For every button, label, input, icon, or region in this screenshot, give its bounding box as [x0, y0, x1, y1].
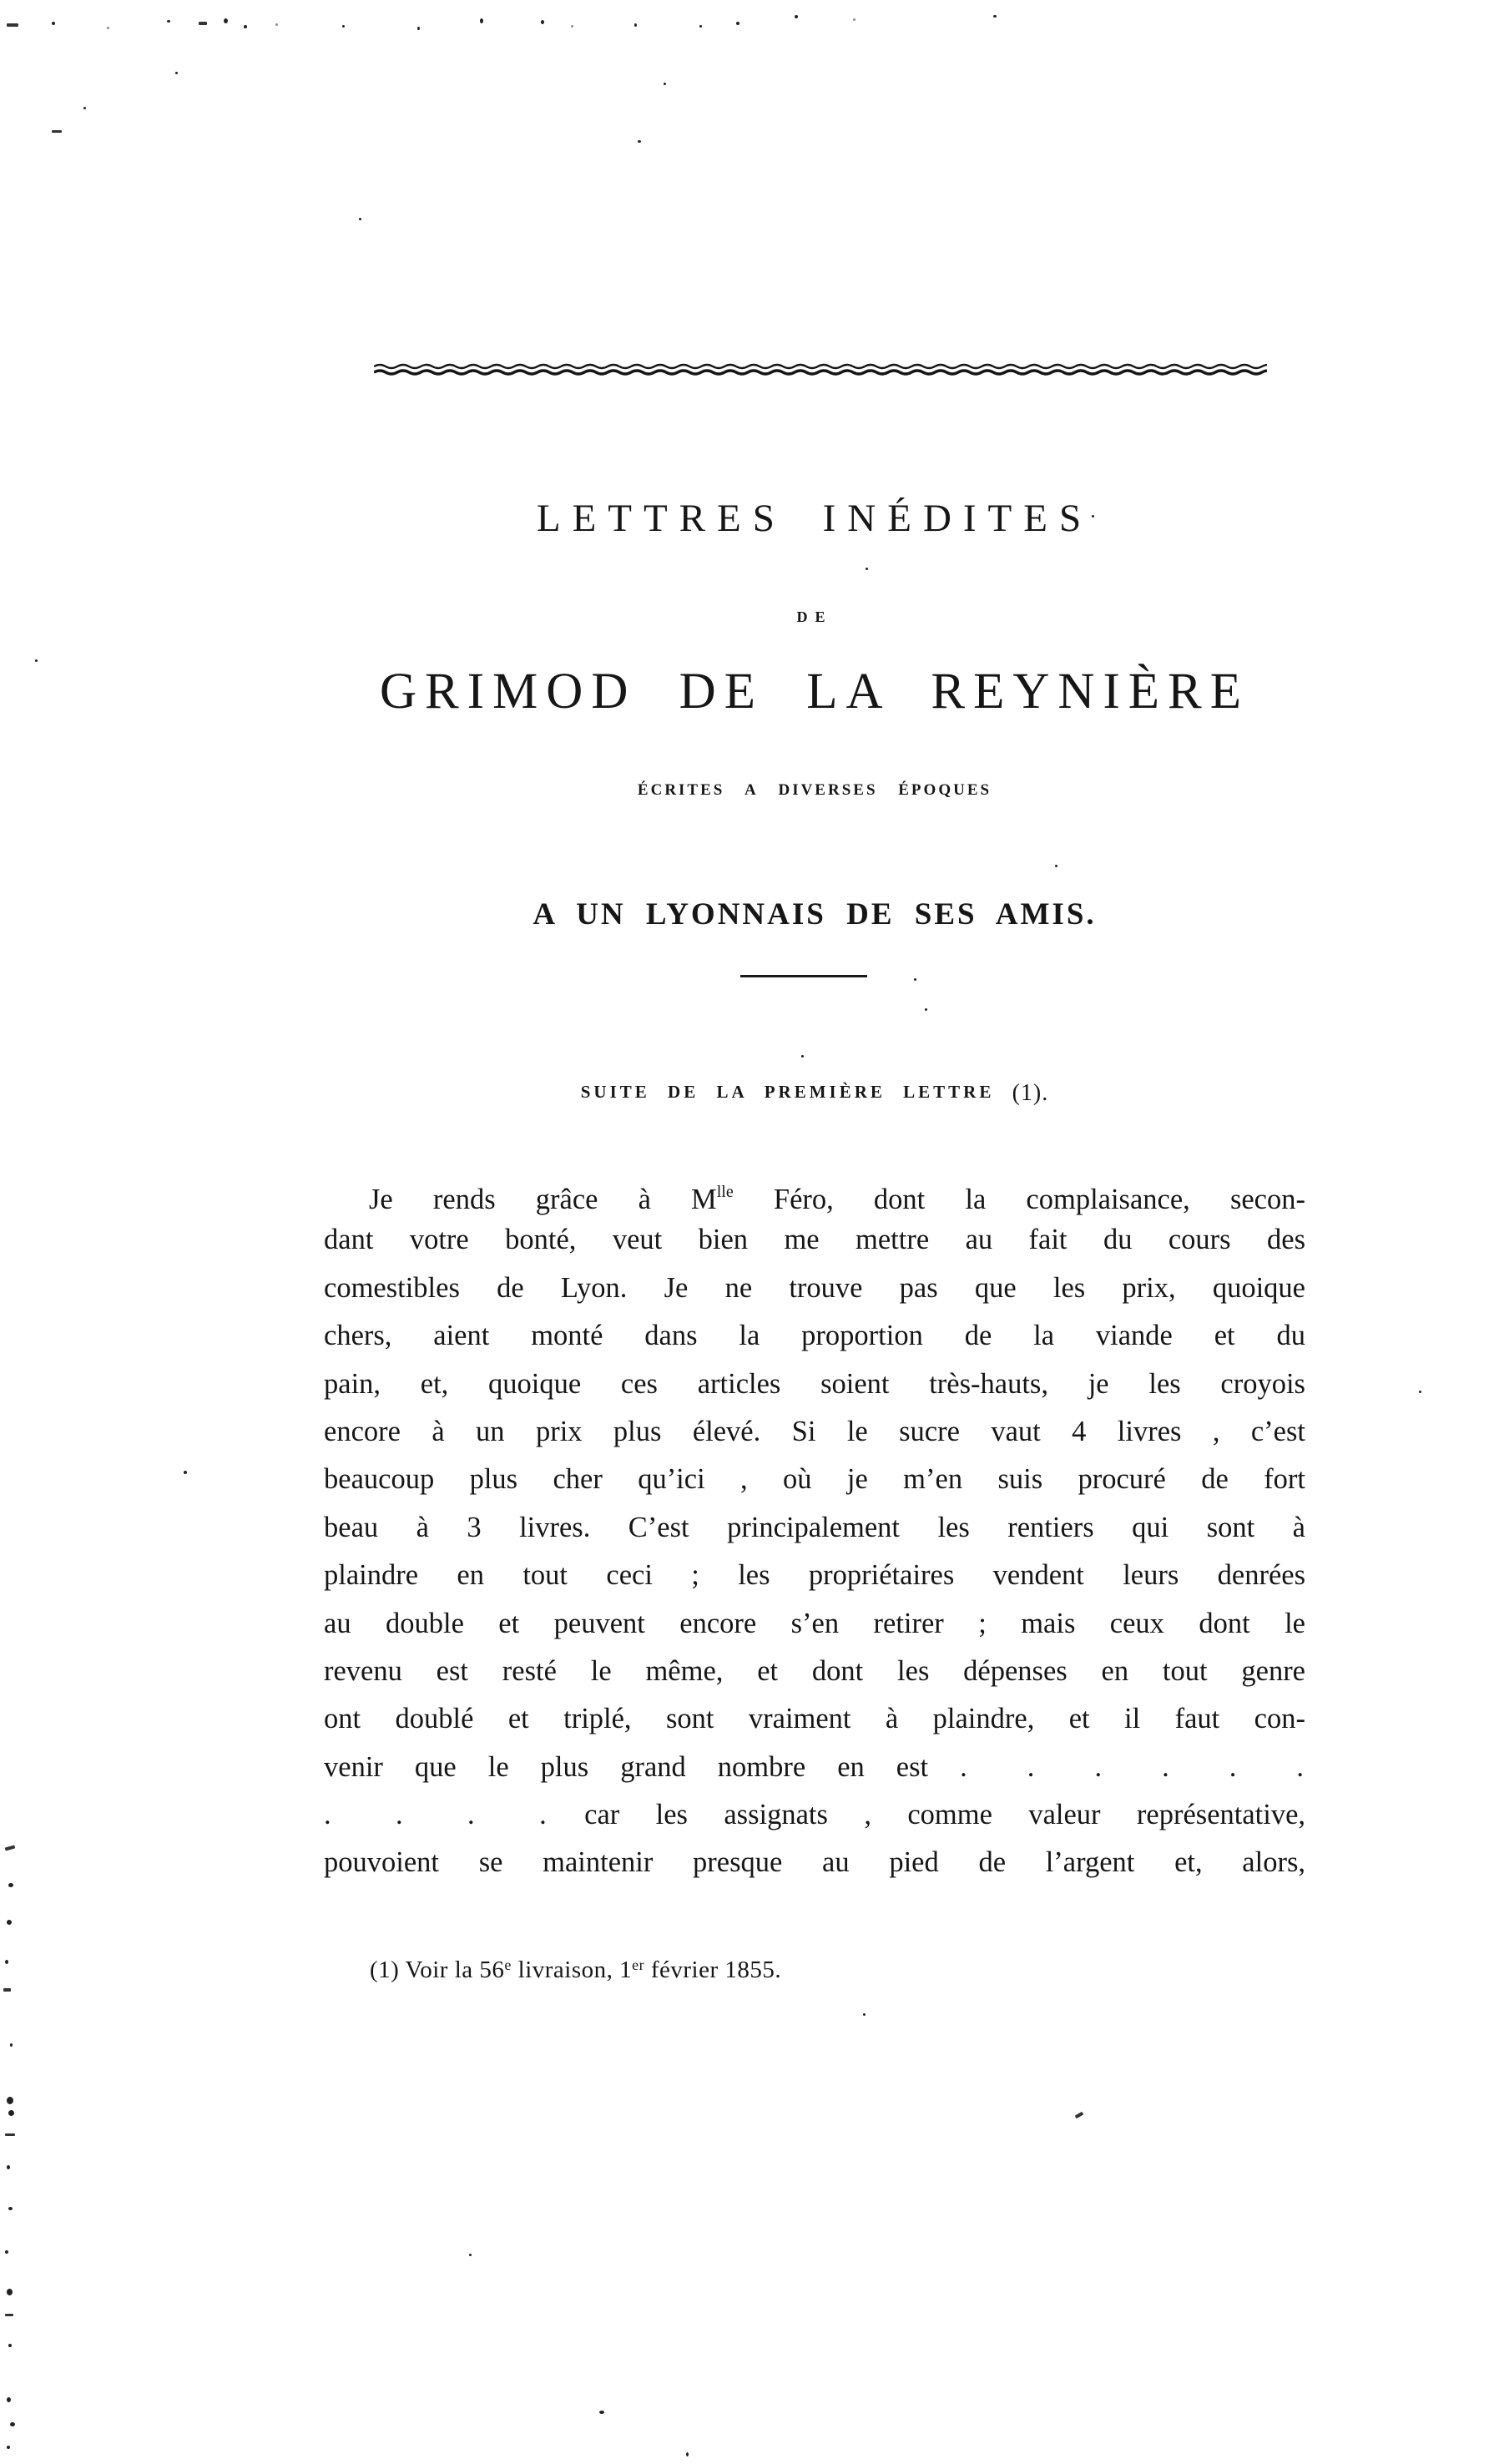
scan-speck — [175, 72, 178, 74]
scan-speck — [10, 2043, 13, 2047]
scan-speck — [417, 27, 420, 30]
scan-speck — [10, 2422, 15, 2426]
scan-speck — [7, 1920, 12, 1925]
body-line: revenu est resté le même, et dont les dépenses en tout genre — [324, 1654, 1305, 1687]
ellipsis-dots: . . . . . . — [960, 1750, 1306, 1783]
scan-speck — [801, 1055, 804, 1058]
scan-speck — [8, 2110, 14, 2116]
scan-speck — [699, 25, 702, 28]
series-title: LETTRES INÉDITES — [536, 497, 1093, 540]
scan-speck — [342, 25, 345, 28]
footnote: (1) Voir la 56e livraison, 1er février 1855. — [370, 1957, 782, 1983]
body-line: dant votre bonté, veut bien me mettre au fait du cours des — [324, 1224, 1305, 1256]
scan-speck — [795, 15, 798, 18]
scan-speck — [638, 140, 641, 143]
scan-speck — [8, 2344, 12, 2347]
ellipsis-dots: . . . . — [324, 1799, 548, 1831]
scan-speck — [8, 2207, 13, 2210]
body-line: Je rends grâce à $M^{lle}$ Féro, dont la complaisance, secon- — [369, 1183, 1305, 1215]
scan-speck — [199, 22, 207, 25]
author-title: GRIMOD DE LA REYNIÈRE — [380, 664, 1249, 720]
scan-speck — [5, 2250, 8, 2254]
scan-speck — [3, 1988, 11, 1992]
scan-speck — [35, 659, 38, 662]
scan-speck — [993, 15, 997, 18]
scan-speck — [736, 22, 739, 25]
scan-speck — [52, 22, 55, 25]
body-line: plaindre en tout ceci ; les propriétaires vendent leurs denrées — [324, 1559, 1305, 1592]
scan-speck — [914, 978, 916, 981]
scan-speck — [1419, 1391, 1421, 1393]
scan-speck — [634, 23, 637, 27]
body-line: beaucoup plus cher qu’ici , où je m’en suis procuré de fort — [324, 1463, 1305, 1496]
scan-speck — [167, 20, 170, 23]
superscript: e — [504, 1957, 512, 1973]
scan-speck — [7, 23, 18, 27]
scan-speck — [664, 83, 666, 85]
scan-speck — [7, 2165, 10, 2169]
subtitle-epoques: ÉCRITES A DIVERSES ÉPOQUES — [637, 781, 992, 799]
body-line: au double et peuvent encore s’en retirer ; mais ceux dont le — [324, 1607, 1305, 1639]
scan-speck — [83, 107, 86, 109]
scan-speck — [480, 18, 483, 23]
body-line: comestibles de Lyon. Je ne trouve pas que les prix, quoique — [324, 1271, 1305, 1304]
subtitle-dedication: A UN LYONNAIS DE SES AMIS. — [533, 897, 1097, 932]
scan-speck — [359, 218, 361, 220]
scan-speck — [853, 18, 856, 21]
scan-speck — [686, 2452, 689, 2456]
superscript: er — [632, 1957, 645, 1973]
scan-speck — [5, 1845, 16, 1851]
scan-speck — [244, 25, 247, 28]
body-line: encore à un prix plus élevé. Si le sucre vaut 4 livres , c’est — [324, 1415, 1305, 1447]
scan-speck — [1075, 2112, 1084, 2118]
connector-de: DE — [796, 608, 833, 625]
scan-speck — [8, 1883, 13, 1887]
scan-speck — [571, 25, 573, 28]
section-heading-text: SUITE DE LA PREMIÈRE LETTRE — [580, 1082, 995, 1102]
body-line: ont doublé et triplé, sont vraiment à plaindre, et il faut con- — [324, 1703, 1305, 1735]
scan-speck — [863, 2013, 866, 2016]
body-line: . . . . car les assignats , comme valeur représentative, — [324, 1799, 1306, 1831]
superscript: lle — [716, 1183, 734, 1201]
scan-speck — [469, 2254, 472, 2256]
body-line: venir que le plus grand nombre en est . . . . . . — [324, 1750, 1306, 1783]
wavy-divider-rule — [374, 361, 1267, 380]
short-divider-rule — [740, 975, 867, 977]
scan-speck — [7, 2446, 10, 2449]
section-heading — [244, 1080, 1386, 1107]
scan-speck — [7, 2397, 11, 2402]
scan-speck — [7, 2289, 13, 2295]
scan-speck — [52, 130, 62, 133]
scan-speck — [224, 18, 228, 23]
scan-speck — [184, 1471, 187, 1474]
scan-speck — [5, 1960, 8, 1964]
scan-speck — [541, 20, 544, 24]
scan-speck — [5, 2314, 13, 2316]
scan-speck — [866, 568, 868, 570]
scan-speck — [1055, 865, 1057, 867]
scan-speck — [599, 2411, 604, 2414]
scan-speck — [5, 2133, 15, 2136]
scan-speck — [925, 1008, 927, 1011]
body-line: beau à 3 livres. C’est principalement les rentiers qui sont à — [324, 1511, 1305, 1543]
footnote-reference: (1). — [1012, 1080, 1049, 1106]
scan-speck — [107, 27, 109, 29]
letter-body — [324, 1169, 1305, 1887]
body-line: pain, et, quoique ces articles soient très-hauts, je les croyois — [324, 1367, 1305, 1400]
body-line: pouvoient se maintenir presque au pied de l’argent et, alors, — [324, 1846, 1305, 1879]
body-line: chers, aient monté dans la proportion de la viande et du — [324, 1320, 1305, 1352]
scan-speck — [275, 23, 278, 26]
scan-speck — [7, 2097, 13, 2104]
